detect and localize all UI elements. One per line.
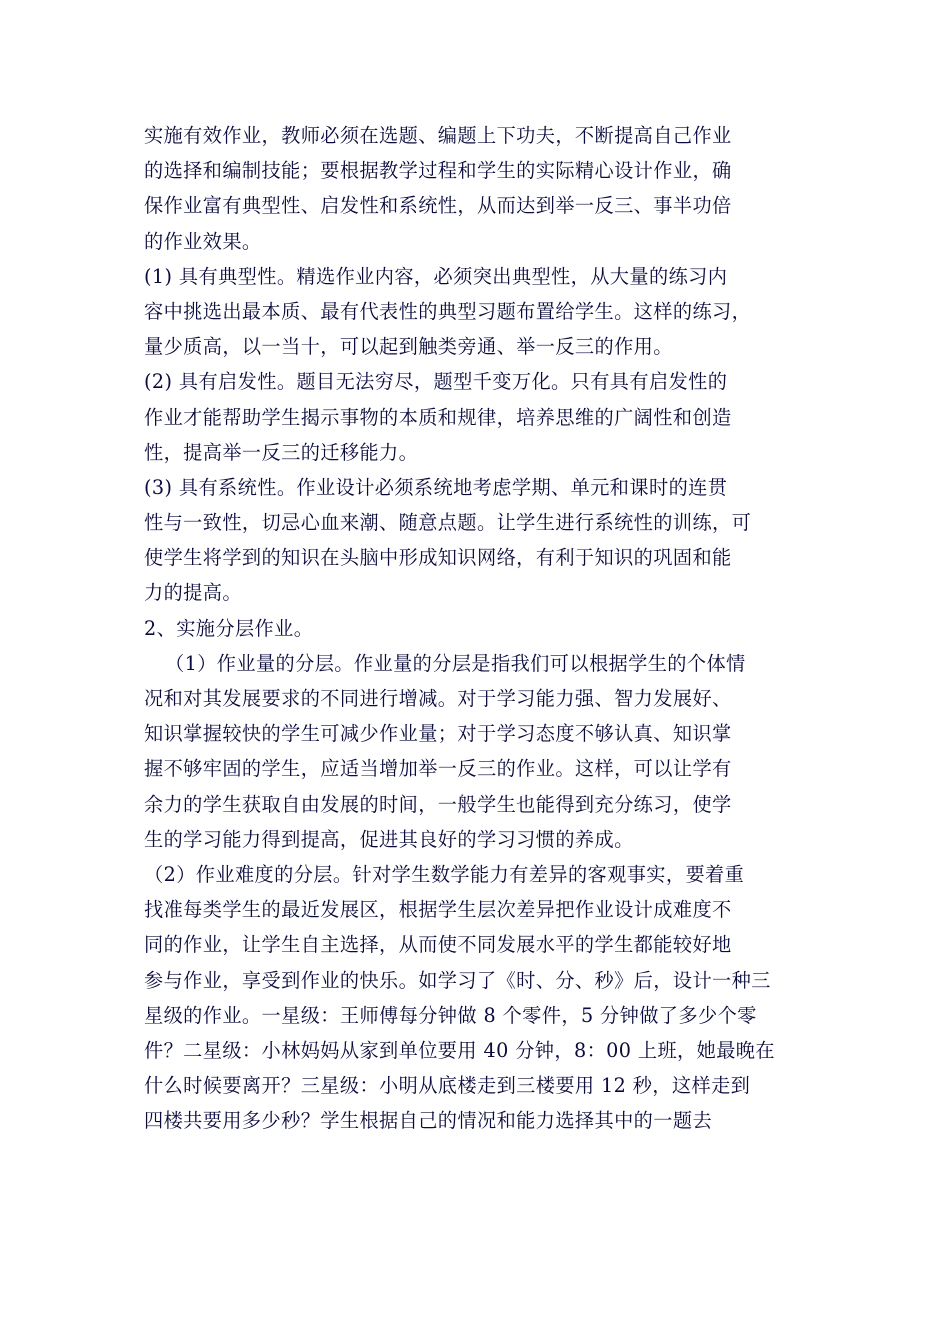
section-heading: 2、实施分层作业。 bbox=[144, 616, 314, 640]
text-line: 容中挑选出最本质、最有代表性的典型习题布置给学生。这样的练习， bbox=[144, 299, 752, 323]
text-line: 什么时候要离开？三星级：小明从底楼走到三楼要用 12 秒，这样走到 bbox=[144, 1074, 751, 1098]
text-line: 作业才能帮助学生揭示事物的本质和规律，培养思维的广阔性和创造 bbox=[144, 405, 732, 429]
text-line: 握不够牢固的学生，应适当增加举一反三的作业。这样，可以让学有 bbox=[144, 757, 732, 781]
text-line: 况和对其发展要求的不同进行增减。对于学习能力强、智力发展好、 bbox=[144, 687, 732, 710]
text-line: 实施有效作业，教师必须在选题、编题上下功夫，不断提高自己作业 bbox=[144, 124, 732, 147]
text-line: 性，提高举一反三的迁移能力。 bbox=[144, 440, 419, 464]
text-line: (2) 具有启发性。题目无法穷尽，题型千变万化。只有具有启发性的 bbox=[144, 370, 728, 394]
text-line: 同的作业，让学生自主选择，从而使不同发展水平的学生都能较好地 bbox=[144, 933, 732, 957]
text-line: 量少质高，以一当十，可以起到触类旁通、举一反三的作用。 bbox=[144, 335, 673, 359]
text-line: 力的提高。 bbox=[144, 581, 242, 605]
text-line: 参与作业，享受到作业的快乐。如学习了《时、分、秒》后，设计一种三 bbox=[144, 968, 771, 992]
text-line: 找准每类学生的最近发展区，根据学生层次差异把作业设计成难度不 bbox=[144, 898, 732, 922]
text-line: 使学生将学到的知识在头脑中形成知识网络，有利于知识的巩固和能 bbox=[144, 546, 732, 570]
text-line: (1) 具有典型性。精选作业内容，必须突出典型性，从大量的练习内 bbox=[144, 264, 728, 288]
text-line: (3) 具有系统性。作业设计必须系统地考虑学期、单元和课时的连贯 bbox=[144, 475, 728, 499]
text-line: （1）作业量的分层。作业量的分层是指我们可以根据学生的个体情 bbox=[165, 651, 746, 675]
text-line: 余力的学生获取自由发展的时间，一般学生也能得到充分练习，使学 bbox=[144, 792, 732, 816]
text-line: 知识掌握较快的学生可减少作业量；对于学习态度不够认真、知识掌 bbox=[144, 722, 732, 746]
text-line: 的作业效果。 bbox=[144, 229, 262, 253]
text-line: 星级的作业。一星级：王师傅每分钟做 8 个零件，5 分钟做了多少个零 bbox=[144, 1003, 757, 1027]
text-line: 性与一致性，切忌心血来潮、随意点题。让学生进行系统性的训练，可 bbox=[144, 511, 752, 535]
text-line: 保作业富有典型性、启发性和系统性，从而达到举一反三、事半功倍 bbox=[144, 194, 732, 218]
body-text bbox=[144, 118, 812, 1138]
text-line: 件？二星级：小林妈妈从家到单位要用 40 分钟，8：00 上班，她最晚在 bbox=[144, 1038, 775, 1062]
text-line: （2）作业难度的分层。针对学生数学能力有差异的客观事实，要着重 bbox=[144, 862, 745, 886]
text-line: 的选择和编制技能；要根据教学过程和学生的实际精心设计作业，确 bbox=[144, 159, 732, 183]
text-line: 四楼共要用多少秒？学生根据自己的情况和能力选择其中的一题去 bbox=[144, 1109, 713, 1133]
text-line: 生的学习能力得到提高，促进其良好的学习习惯的养成。 bbox=[144, 827, 634, 851]
